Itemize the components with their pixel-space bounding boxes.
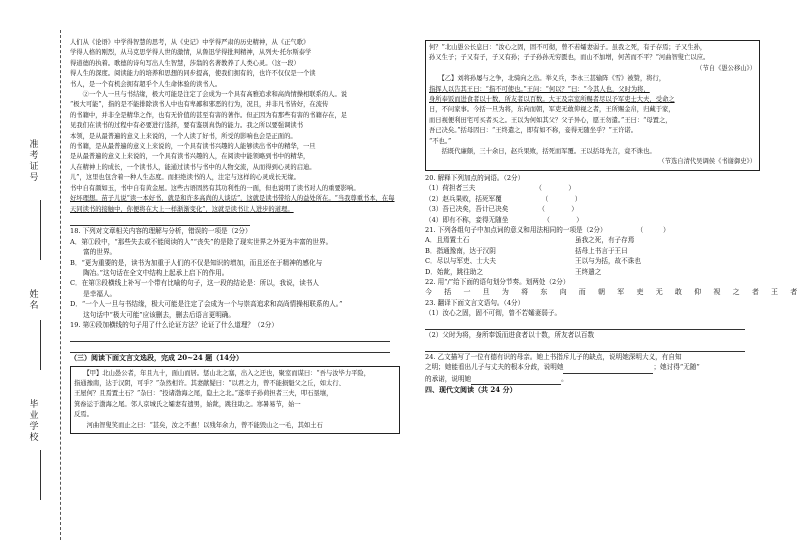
rhythm-sentence[interactable]: 今 括 一 旦 为 将 东 向 而 朝 军 吏 无 敢 仰 视 之 者 王 者	[425, 288, 802, 297]
q21-option-c[interactable]: C．尽以与军吏、士大夫 王以与为括，故不诛也	[425, 257, 641, 266]
question-19: 19. 第④段加横线的句子用了什么论证方法？论证了什么道理？（2分）	[70, 320, 278, 329]
right-column	[425, 38, 802, 395]
question-20: 20. 解释下列加点的词语。（2分）	[425, 173, 525, 182]
question-21: 21. 下列各组句子中加点词的意义和用法相同的一项是（2分） （ ）	[425, 225, 670, 234]
text-line: 日，不问家事。今括一旦为将，东向而朝，军吏无敢仰视之者，王所赐金帛，归藏于家，	[429, 106, 675, 114]
underlined-passage: 好坏理想。苗子儿说“读一本好书，就是和许多高尚的人谈话”，这就是读书带给人的益处所在。“当我尊重书本，在每天同读书的接触中，你便将在大上一样渐渐变化”，这就是读书让人进步的道理。	[70, 195, 395, 213]
answer-blank-line	[70, 215, 400, 226]
q21-option-a[interactable]: A．且焉置土石 虽我之死，有子存焉	[425, 236, 635, 245]
q20-item[interactable]: （1）荷担者三夫 （ ）	[425, 184, 575, 193]
q23-item-1: （1）汝心之固，固不可彻，曾不若孀妻弱子。	[425, 309, 562, 318]
source-citation: （节自《愚公移山》）	[696, 64, 756, 72]
text-line: 本领，是从最普遍的意义上来说的，一个人读了好书，所受的影响也会是正面的。	[70, 132, 297, 140]
text-line: 括既代廉颇，三十余日，赵兵果败，括死而军覆。王以括母先言，竟不诛也。	[429, 148, 656, 156]
text-line: 而日视便利田宅可买者买之。王以为何如其父？父子异心，愿王勿遣。”王曰：“母置之，	[429, 116, 672, 124]
name-line	[40, 320, 41, 370]
option-c-cont: 是幸福人。	[70, 289, 117, 298]
text-line: “极大可能”，指的是不能排除读书人中也有卑鄙和邪恶的行为，况且，并非凡书皆好，在流传	[70, 101, 329, 109]
classical-text-box-continued	[425, 40, 760, 171]
text-line: 指挥人以告其王曰：“指不可使也。”王问：“何以？”曰：“今其人也，父时为将，	[429, 85, 650, 93]
q23-item-2: （2）父时为将，身所奉饭而进食者以十数，所友者以百数	[425, 330, 595, 339]
section-3-heading: （三）阅读下面文言文选段，完成 20~24 题（14分）	[70, 353, 243, 363]
text-line: 得人生的深度。阅读能力的培养和思想的同步提高，使我们拥有的，也许不仅仅是一个读	[70, 70, 316, 78]
q20-item[interactable]: （2）赵兵果败，括死军覆 （ ）	[425, 194, 582, 203]
text-line: ②一个人一旦与书结缘，极大可能是注定了会成为一个具有高雅追求和高尚情操相联系的人。说	[70, 91, 348, 99]
question-24: 24. 乙文描写了一位有德有识的母亲。她上书指斥儿子的缺点，说明她深明大义，有自知	[425, 352, 682, 361]
left-column	[70, 38, 400, 436]
text-line: 人们从《论语》中学得智慧的思考，从《史记》中学得严肃的历史精神，从《正气歌》	[70, 39, 310, 46]
answer-line[interactable]	[70, 330, 400, 341]
answer-line[interactable]	[425, 319, 760, 330]
option-b-cont: 陶冶。”这句话在全文中结构上起承上启下的作用。	[70, 268, 229, 277]
text-line: 的书籍，是从最普遍的意义上来说的，一个具有读书兴趣的人能够读出书中的精华，一旦	[70, 143, 316, 151]
question-22: 22. 用“/”给下面的语句划分节奏。划两处（2分）	[425, 277, 570, 286]
text-line: “不也。”	[429, 137, 452, 145]
q21-option-b[interactable]: B．指通豫南，达于汉阴 括母上书言于王曰	[425, 246, 628, 255]
text-line: 【乙】刘将孙屡与之争，北骑向之出。举义兵，李永三甚输阵《雪》被赞，将行，	[429, 75, 666, 83]
question-18: 18. 下列对文章相关内容的理解与分析，错误的一项是（2分）	[70, 227, 252, 236]
exam-id-label: 准考证号	[29, 140, 39, 183]
option-c[interactable]: C．在第③段横线上补写一个带有比喻的句子，这一段的结论是：所以，我说，读书人	[70, 279, 320, 288]
text-line: 书中自有颜如玉，书中自有黄金屋。这些古语固然有其功利性的一面，但也说明了读书对人的重要影响。	[70, 184, 360, 192]
q20-item[interactable]: （4）即有不称，妾得无随坐 （ ）	[425, 215, 583, 224]
answer-line[interactable]	[425, 340, 760, 351]
text-line: 孙又生子；子又有子，子又有孙；子子孙孙无穷匮也，而山不加增，何苦而不平？”河曲智叟亡以应。	[429, 54, 710, 62]
option-b[interactable]: B．“更为重要的是，读书为加重于人们的不仅是知识的增加，而且还在于精神的感化与	[70, 258, 323, 267]
option-a-cont: 富的世界。	[70, 248, 117, 257]
text-line: 学得人格的刚烈，从马克思学得人世的激情，从鲁迅学得批判精神，从列夫·托尔斯泰学	[70, 49, 312, 57]
text-line: 何？”北山愚公长息曰：“汝心之固，固不可彻，曾不若孀妻弱子。虽我之死，有子存焉；子又生孙，	[429, 44, 707, 51]
answer-line[interactable]	[70, 342, 400, 353]
text-line: 吾已决矣。”括母因曰：“王终遣之，即有如不称，妾得无随坐乎？”王许诺。	[429, 127, 638, 135]
text-line: 人在精神上的成长，一个读书人，能通过读书与书中的人物交流，从而得到心灵的启迪。	[70, 163, 316, 171]
classical-text-box	[70, 366, 400, 434]
question-23: 23. 翻译下面文言文语句。（4分）	[425, 298, 525, 307]
binding-margin	[0, 0, 66, 560]
q24-line[interactable]: 之明；她能看出儿子与丈夫的根本分歧，说明她 ；她讨得“无随”	[425, 362, 760, 373]
q20-item[interactable]: （3）吾已决矣，吾计已决矣 （ ）	[425, 205, 578, 214]
text-line: 见我们在读书的过程中有必要进行选择，要有鉴别真伪的能力。我之所以要强调读书	[70, 122, 303, 130]
text-line: 儿”，这里也包含着一种人生态度。而拒绝读书的人，注定与这样的心灵成长无缘。	[70, 174, 300, 182]
text-line: 的书籍中，并非全是精华之作，也有无价值的甚至有害的著作。但正因为有那些有害的书籍存在，足	[70, 111, 348, 119]
school-line	[40, 450, 41, 500]
text-line: 河曲智叟笑而止之曰：“甚矣，汝之不惠！以残年余力，曾不能毁山之一毛，其如土石	[74, 421, 323, 429]
text-line: 身所奉饭而进食者以十数，所友者以百数。大王及宗室所赐者尽以予军吏士大夫，受命之	[429, 96, 675, 104]
section-4-heading: 四、现代文阅读（共 24 分）	[425, 385, 517, 394]
source-citation: （节选自清代吴调侯《书谢御史》）	[658, 158, 756, 166]
text-line: 得道德的执着。歌德的诗句写出人生智慧，莎翁的名著教养了人类心灵。（这一段）	[70, 59, 300, 67]
text-line: 书人，是一个有机会拥有超乎个人生命体验的读书人。	[70, 80, 222, 88]
cut-line	[60, 30, 61, 540]
option-d[interactable]: D．“一个人一旦与书结缘，极大可能是注定了会成为一个与崇高追求和高尚情操相联系的人。”	[70, 300, 343, 309]
text-line: 是从最普遍的意义上来说的，一个具有读书兴趣的人，在阅读中能领略到书中的精华，	[70, 153, 310, 161]
q21-option-d[interactable]: D．始龀，跳往助之 王终遣之	[425, 267, 602, 276]
name-label: 姓名	[29, 290, 39, 311]
text-line: 【甲】北山愚公者，年且九十，面山而居。惩山北之塞，出入之迂也，聚室而谋曰：“吾与汝毕力平险，	[74, 369, 371, 377]
text-line: 王屋何？且焉置土石？”杂曰：“投诸渤海之尾，隐土之北。”遂率子孙荷担者三夫，叩石垦壤，	[74, 390, 333, 398]
text-line: 箕畚运于渤海之尾。邻人京城氏之孀妻有遗男，始龀，跳往助之。寒暑易节，始一	[74, 400, 301, 408]
option-a[interactable]: A．第①段中，“那些失去或不能阅读的人”“丧失”的是除了现实世界之外更为丰富的世界。	[70, 237, 333, 246]
option-d-cont: 这句话中“极大可能”应该删去，删去后语言更明确。	[70, 310, 235, 319]
text-line: 反焉。	[74, 411, 93, 419]
q24-line[interactable]: 的承诺，说明她 。	[425, 374, 760, 385]
text-line: 指通豫南，达于汉阴，可乎？”杂然相许。其妻献疑曰：“以君之力，曾不能损魁父之丘，如太行、	[74, 380, 345, 387]
school-label: 毕业学校	[29, 400, 39, 443]
exam-id-line	[40, 200, 41, 260]
